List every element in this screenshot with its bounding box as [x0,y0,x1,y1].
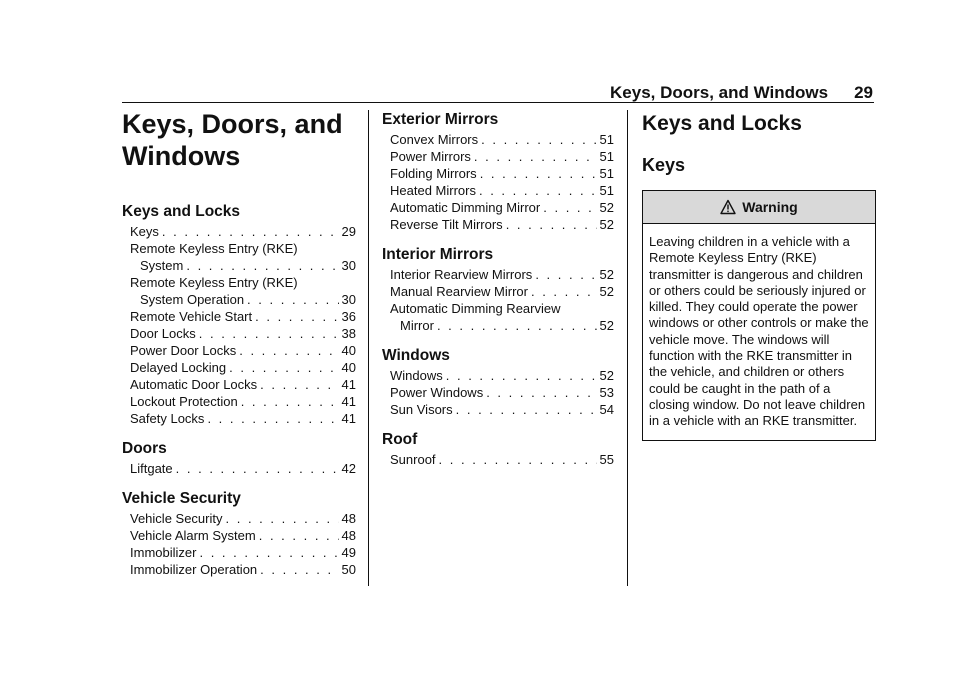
toc-entry[interactable]: Automatic Door Locks . . . 41 [122,376,356,393]
toc-entry[interactable]: Immobilizer . . . 49 [122,544,356,561]
column-divider-1 [368,110,369,586]
page-number: 29 [854,83,873,102]
toc-column-2 [382,108,614,468]
toc-entry[interactable]: Interior Rearview Mirrors . . . 52 [382,266,614,283]
toc-section-vehicle-security[interactable]: Vehicle Security [122,490,241,507]
toc-entry[interactable]: Lockout Protection . . . 41 [122,393,356,410]
toc-entry[interactable]: Power Door Locks . . . 40 [122,342,356,359]
toc-entry[interactable]: Sun Visors . . . 54 [382,401,614,418]
toc-entry[interactable]: Remote Keyless Entry (RKE) System . . . 30 [122,240,356,274]
toc-section-interior-mirrors[interactable]: Interior Mirrors [382,246,494,263]
toc-entry[interactable]: Keys . . . 29 [122,223,356,240]
toc-entry[interactable]: Liftgate . . . 42 [122,460,356,477]
toc-entry[interactable]: Automatic Dimming Mirror . . . 52 [382,199,614,216]
warning-triangle-icon [720,199,736,215]
toc-entry[interactable]: Power Windows . . . 53 [382,384,614,401]
toc-entry[interactable]: Power Mirrors . . . 51 [382,148,614,165]
warning-box [642,190,876,441]
section-heading: Keys and Locks [642,112,802,135]
toc-section-keys-and-locks[interactable]: Keys and Locks [122,203,241,220]
toc-entry[interactable]: Remote Vehicle Start . . . 36 [122,308,356,325]
toc-entry[interactable]: Sunroof . . . 55 [382,451,614,468]
toc-entry[interactable]: Folding Mirrors . . . 51 [382,165,614,182]
toc-section-windows[interactable]: Windows [382,347,450,364]
toc-entry[interactable]: Remote Keyless Entry (RKE) System Operation . . . 30 [122,274,356,308]
toc-entry[interactable]: Vehicle Alarm System . . . 48 [122,527,356,544]
toc-entry[interactable]: Immobilizer Operation . . . 50 [122,561,356,578]
content-column [642,108,874,441]
toc-entry[interactable]: Reverse Tilt Mirrors . . . 52 [382,216,614,233]
toc-entry[interactable]: Automatic Dimming Rearview Mirror . . . 52 [382,300,614,334]
header-section-title: Keys, Doors, and Windows [610,83,829,102]
toc-entry[interactable]: Safety Locks . . . 41 [122,410,356,427]
toc-section-doors[interactable]: Doors [122,440,167,457]
running-header [610,83,873,103]
toc-entry[interactable]: Delayed Locking . . . 40 [122,359,356,376]
toc-entry[interactable]: Door Locks . . . 38 [122,325,356,342]
column-divider-2 [627,110,628,586]
toc-entry[interactable]: Convex Mirrors . . . 51 [382,131,614,148]
toc-entry[interactable]: Vehicle Security . . . 48 [122,510,356,527]
warning-title: Warning [742,199,798,215]
chapter-title: Keys, Doors, and Windows [122,109,343,171]
toc-entry[interactable]: Windows . . . 52 [382,367,614,384]
header-rule [122,102,874,103]
toc-entry[interactable]: Manual Rearview Mirror . . . 52 [382,283,614,300]
toc-entry[interactable]: Heated Mirrors . . . 51 [382,182,614,199]
toc-section-exterior-mirrors[interactable]: Exterior Mirrors [382,111,499,128]
toc-column-1 [122,108,356,578]
toc-section-roof[interactable]: Roof [382,431,418,448]
subsection-heading: Keys [642,155,686,175]
warning-header [643,191,875,224]
warning-text: Leaving children in a vehicle with a Remote Keyless Entry (RKE) transmitter is dangerous and children or others could be seriously injured or killed. They could operate the power windows or other controls or make the vehicle move. The windows will function with the RKE transmitter in the vehicle, and children or others could be caught in the path of a closing window. Do not leave children in a vehicle with an RKE transmitter. [649,234,869,429]
